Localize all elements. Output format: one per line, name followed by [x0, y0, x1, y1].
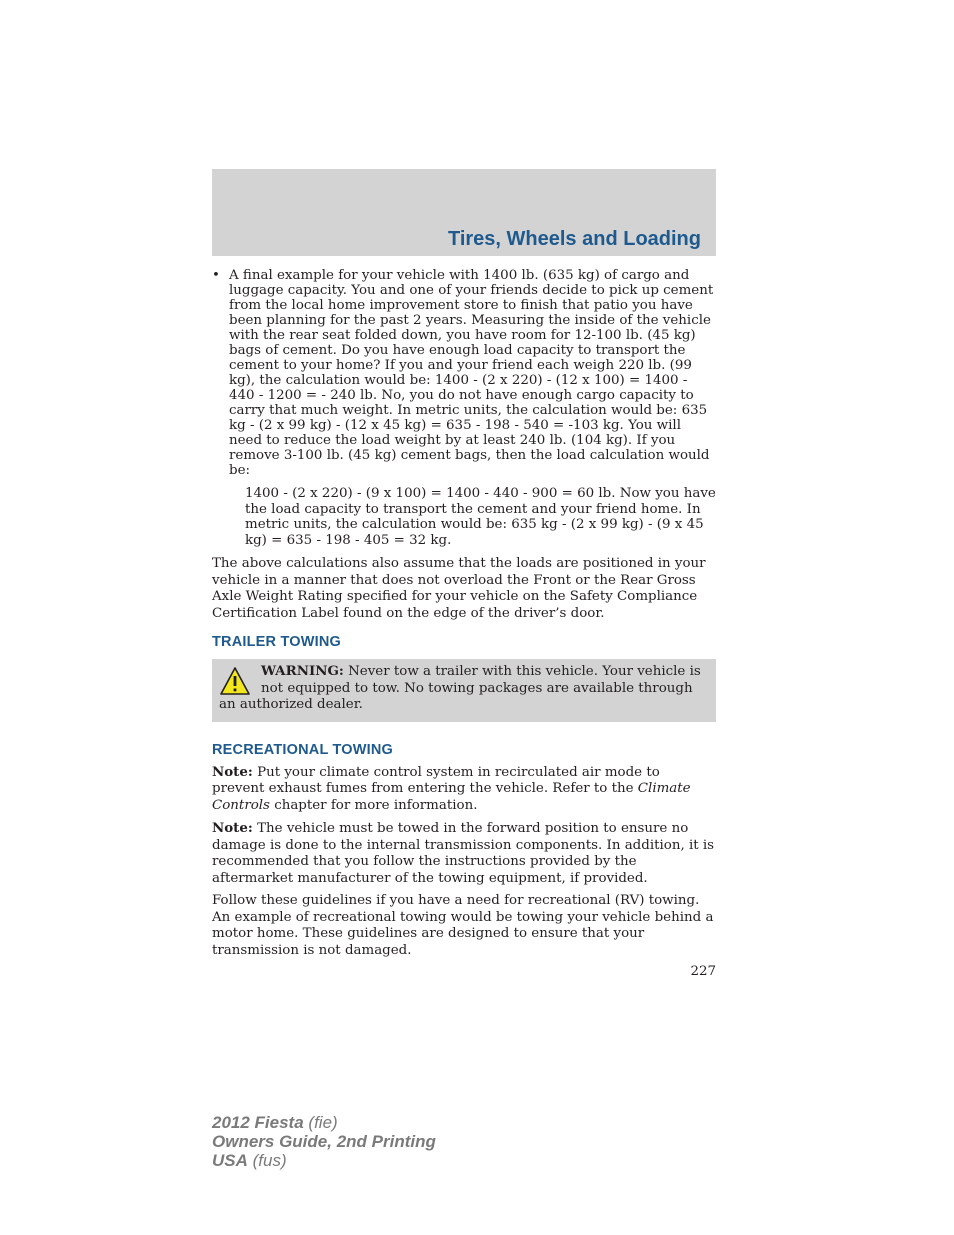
footer-line-market: [212, 1151, 436, 1170]
note-text: chapter for more information.: [269, 797, 478, 813]
paragraph-rv-guidelines: Follow these guidelines if you have a need for recreational (RV) towing. An example of recreational towing would be towing your vehicle behind a motor home. These guidelines are designed to ensure that your transmission is not damaged.: [212, 893, 714, 958]
warning-text: [219, 664, 701, 712]
section-title: Tires, Wheels and Loading: [447, 228, 701, 250]
footer-market-code: (fus): [247, 1151, 287, 1170]
footer-guide: Owners Guide, 2nd Printing: [212, 1132, 436, 1151]
note-forward-position: [212, 820, 716, 887]
note-text: Put your climate control system in recirculated air mode to prevent exhaust fumes from entering the vehicle. Refer to the: [212, 764, 660, 796]
note-text: The vehicle must be towed in the forward position to ensure no damage is done to the internal transmission components. In addition, it is recommended that you follow the instructions provided by the aftermarket manufacturer of the towing equipment, if provided.: [212, 821, 715, 886]
footer: [212, 1113, 436, 1170]
page-content: [212, 268, 716, 979]
bullet-marker: •: [212, 268, 220, 283]
paragraph-above-calculations: The above calculations also assume that the loads are positioned in your vehicle in a manner that does not overload the Front or the Rear Gross Axle Weight Rating specified for your vehicle on the Safety Compliance Certification Label found on the edge of the driver’s door.: [212, 556, 706, 621]
bullet-text: A final example for your vehicle with 1400 lb. (635 kg) of cargo and luggage capacity. You and one of your friends decide to pick up cement from the local home improvement store to finish that patio you have been planning for the past 2 years. Measuring the inside of the vehicle with the rear seat folded down, you have room for 12-100 lb. (45 kg) bags of cement. Do you have enough load capacity to transport the cement to your home? If you and your friend each weigh 220 lb. (99 kg), the calculation would be: 1400 - (2 x 220) - (12 x 100) = 1400 - 440 - 1200 = - 240 lb. No, you do not have enough cargo capacity to carry that much weight. In metric units, the calculation would be: 635 kg - (2 x 99 kg) - (12 x 45 kg) = 635 - 198 - 540 = -103 kg. You will need to reduce the load weight by at least 240 lb. (104 kg). If you remove 3-100 lb. (45 kg) cement bags, then the load calculation would be:: [229, 268, 714, 478]
note-label: Note:: [212, 763, 253, 780]
warning-triangle-icon: [219, 666, 251, 696]
heading-trailer-towing: TRAILER TOWING: [212, 634, 341, 650]
warning-box: [212, 659, 716, 722]
footer-model-code: (fie): [303, 1113, 338, 1132]
note-climate-controls: [212, 764, 716, 815]
heading-recreational-towing: RECREATIONAL TOWING: [212, 741, 394, 758]
note-label: Note:: [212, 820, 253, 836]
calculation-text: 1400 - (2 x 220) - (9 x 100) = 1400 - 440 - 900 = 60 lb. Now you have the load capacity to transport the cement and your friend home. In metric units, the calculation would be: 635 kg - (2 x 99 kg) - (9 x 45 kg) = 635 - 198 - 405 = 32 kg.: [245, 486, 716, 548]
footer-model: 2012 Fiesta: [212, 1113, 304, 1132]
warning-label: WARNING:: [261, 663, 344, 679]
footer-line-guide: [212, 1132, 436, 1151]
header-band: [212, 169, 716, 256]
climate-controls-reference: Climate Controls: [212, 781, 691, 813]
warning-body: Never tow a trailer with this vehicle. Your vehicle is not equipped to tow. No towing packages are available through an authorized dealer.: [219, 664, 701, 712]
bullet-item: [212, 268, 716, 548]
footer-line-model: [212, 1113, 436, 1132]
footer-market: USA: [212, 1151, 248, 1170]
page-number: 227: [690, 964, 716, 979]
